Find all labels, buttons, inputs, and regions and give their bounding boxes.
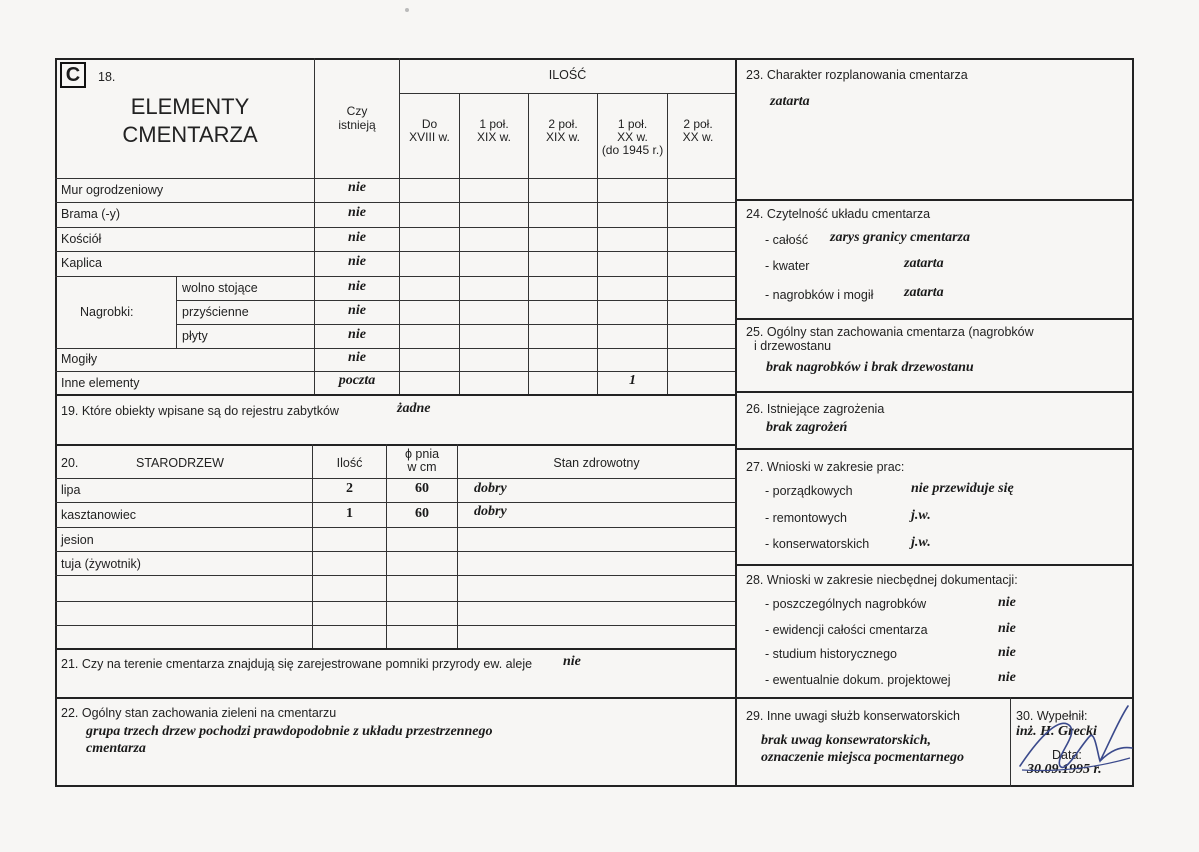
section-line <box>55 697 735 699</box>
period-header: 1 poł. XX w. (do 1945 r.) <box>601 117 664 157</box>
tree-col-divider <box>386 444 387 648</box>
q21-value: nie <box>563 654 581 669</box>
section-line <box>735 564 1134 566</box>
q20-number: 20. <box>61 456 79 470</box>
q27-item-label: - konserwatorskich <box>765 537 870 551</box>
element-label: Brama (-y) <box>61 207 121 221</box>
q27-item-label: - remontowych <box>765 511 847 525</box>
row-line <box>55 527 735 528</box>
section-line <box>735 448 1134 450</box>
row-line <box>55 202 735 203</box>
exists-column-header: Czy istnieją <box>338 104 376 132</box>
row-line <box>55 478 735 479</box>
q28-item-label: - ewidencji całości cmentarza <box>765 623 928 637</box>
element-exists: nie <box>348 180 366 195</box>
row-line <box>176 324 735 325</box>
q24-item-value: zarys granicy cmentarza <box>830 230 970 245</box>
q28-item-label: - ewentualnie dokum. projektowej <box>765 673 951 687</box>
q27-item-value: j.w. <box>911 508 931 523</box>
q24-item-value: zatarta <box>904 256 944 271</box>
tree-diam: 60 <box>415 506 429 521</box>
section-line <box>735 391 1134 393</box>
q25-label-line2: i drzewostanu <box>754 339 832 353</box>
divider-period-start <box>399 58 400 394</box>
q22-value-line2: cmentarza <box>86 741 146 756</box>
ilosc-header: ILOŚĆ <box>548 68 587 82</box>
q20-health-header: Stan zdrowotny <box>553 456 640 470</box>
tree-name: kasztanowiec <box>61 508 137 522</box>
tree-diam: 60 <box>415 481 429 496</box>
q23-label: 23. Charakter rozplanowania cmentarza <box>746 68 968 82</box>
q30-filled-by: inż. H. Grecki <box>1016 724 1097 739</box>
period-header: 2 poł. XX w. <box>682 117 714 144</box>
period-header: 1 poł. XIX w. <box>476 117 511 144</box>
element-label: Mogiły <box>61 352 98 366</box>
q24-item-label: - kwater <box>765 259 810 273</box>
q28-item-value: nie <box>998 645 1016 660</box>
q20-count-header: Ilość <box>336 456 363 470</box>
form-frame <box>55 58 1134 787</box>
title-line-2: CMENTARZA <box>122 122 258 147</box>
section-line <box>55 444 735 446</box>
q27-item-value: nie przewiduje się <box>911 481 1014 496</box>
ilosc-header-line <box>400 93 735 94</box>
q19-label: 19. Które obiekty wpisane są do rejestru zabytków <box>61 404 339 418</box>
q21-label: 21. Czy na terenie cmentarza znajdują się zarejestrowane pomniki przyrody ew. aleje <box>61 657 533 671</box>
row-line <box>55 575 735 576</box>
q28-item-value: nie <box>998 670 1016 685</box>
element-label: płyty <box>182 329 208 343</box>
divider-exists-col <box>314 58 315 394</box>
q27-item-label: - porządkowych <box>765 484 853 498</box>
tree-col-divider <box>457 444 458 648</box>
element-exists: nie <box>348 279 366 294</box>
row-line <box>55 178 735 179</box>
element-label: wolno stojące <box>182 281 258 295</box>
row-line <box>55 601 735 602</box>
row-line <box>55 371 735 372</box>
tree-name: lipa <box>61 483 81 497</box>
element-exists: nie <box>348 205 366 220</box>
q19-value: żadne <box>397 401 431 416</box>
q28-label: 28. Wnioski w zakresie niecbędnej dokumentacji: <box>746 573 1018 587</box>
q26-value: brak zagrożeń <box>766 420 848 435</box>
element-label: Mur ogrodzeniowy <box>61 183 164 197</box>
element-exists: nie <box>348 230 366 245</box>
signature-mark <box>1000 696 1140 782</box>
row-line <box>55 348 735 349</box>
q29-value-line1: brak uwag konsewratorskich, <box>761 733 931 748</box>
section-line <box>55 648 735 650</box>
row-line <box>55 276 735 277</box>
tree-health: dobry <box>474 481 507 496</box>
element-label: przyścienne <box>182 305 249 319</box>
section-line <box>55 394 735 396</box>
q25-label-line1: 25. Ogólny stan zachowania cmentarza (nagrobków <box>746 325 1034 339</box>
q29-value-line2: oznaczenie miejsca pocmentarnego <box>761 750 964 765</box>
q25-value: brak nagrobków i brak drzewostanu <box>766 360 974 375</box>
q24-item-value: zatarta <box>904 285 944 300</box>
element-exists: nie <box>348 254 366 269</box>
q28-item-label: - studium historycznego <box>765 647 898 661</box>
q24-item-label: - całość <box>765 233 809 247</box>
q22-label: 22. Ogólny stan zachowania zieleni na cmentarzu <box>61 706 337 720</box>
tree-count: 1 <box>346 506 353 521</box>
q24-label: 24. Czytelność układu cmentarza <box>746 207 931 221</box>
row-line <box>55 251 735 252</box>
element-exists: nie <box>348 350 366 365</box>
element-label: Inne elementy <box>61 376 140 390</box>
section-line <box>735 199 1134 201</box>
q24-item-label: - nagrobków i mogił <box>765 288 874 302</box>
nagrobki-label: Nagrobki: <box>80 305 134 319</box>
period-header: Do XVIII w. <box>409 117 450 144</box>
q20-title: STARODRZEW <box>136 456 224 470</box>
divider-nagrobki <box>176 276 177 348</box>
q26-label: 26. Istniejące zagrożenia <box>746 402 885 416</box>
q29-label: 29. Inne uwagi służb konserwatorskich <box>746 709 961 723</box>
row-line <box>55 502 735 503</box>
element-count: 1 <box>629 373 636 388</box>
q27-label: 27. Wnioski w zakresie prac: <box>746 460 905 474</box>
tree-health: dobry <box>474 504 507 519</box>
element-exists: poczta <box>338 373 376 388</box>
tree-count: 2 <box>346 481 353 496</box>
q22-value-line1: grupa trzech drzew pochodzi prawdopodobnie z układu przestrzennego <box>86 724 493 739</box>
period-header: 2 poł. XIX w. <box>545 117 580 144</box>
q28-item-label: - poszczególnych nagrobków <box>765 597 927 611</box>
scan-speck <box>405 8 409 12</box>
q27-item-value: j.w. <box>911 535 931 550</box>
row-line <box>55 551 735 552</box>
tree-name: tuja (żywotnik) <box>61 557 141 571</box>
row-line <box>55 227 735 228</box>
element-exists: nie <box>348 303 366 318</box>
title-line-1: ELEMENTY <box>130 94 250 119</box>
section-number: 18. <box>98 70 116 84</box>
q30-date-label: Data: <box>1052 748 1082 762</box>
q20-diam-header: ϕ pnia w cm <box>404 447 440 474</box>
section-letter-box: C <box>60 62 86 88</box>
element-exists: nie <box>348 327 366 342</box>
tree-name: jesion <box>61 533 94 547</box>
tree-col-divider <box>312 444 313 648</box>
q23-value: zatarta <box>770 94 810 109</box>
row-line <box>176 300 735 301</box>
row-line <box>55 625 735 626</box>
right-column-divider <box>735 58 737 787</box>
q28-item-value: nie <box>998 621 1016 636</box>
q30-label: 30. Wypełnił: <box>1016 709 1088 723</box>
element-label: Kaplica <box>61 256 102 270</box>
q30-date: 30.09.1995 r. <box>1027 762 1102 777</box>
section-line <box>735 318 1134 320</box>
q28-item-value: nie <box>998 595 1016 610</box>
element-label: Kościół <box>61 232 102 246</box>
